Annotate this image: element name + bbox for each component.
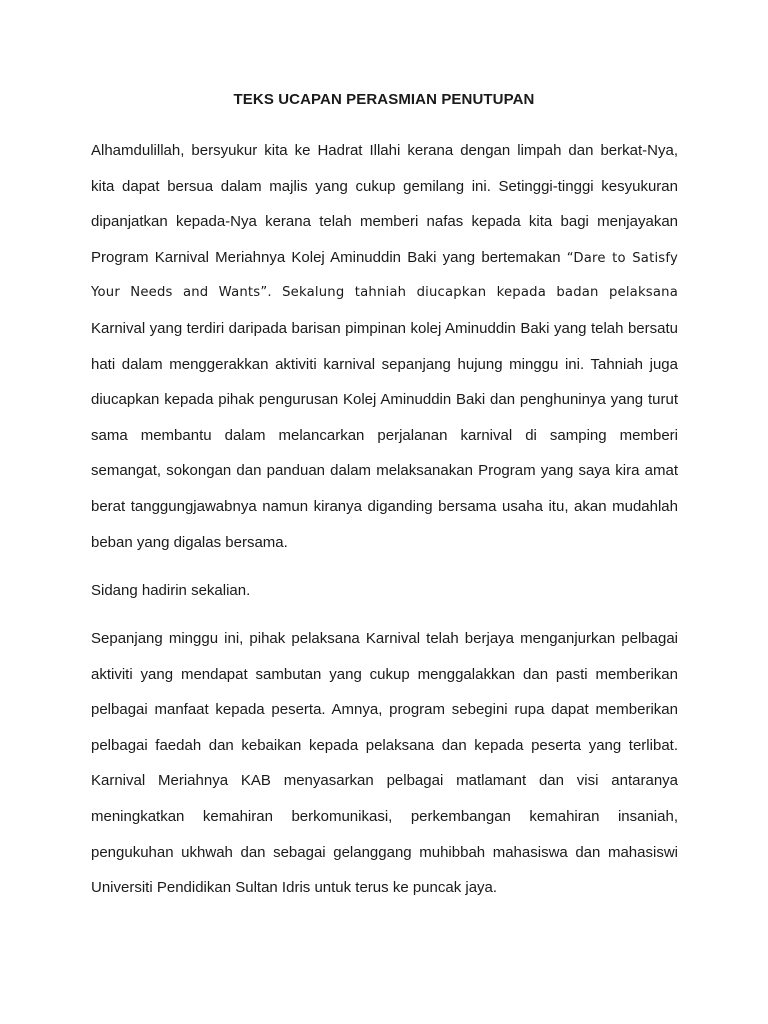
text-line: Alhamdulillah, bersyukur kita ke Hadrat Illahi kerana dengan limpah dan berkat-Nya, xyxy=(91,142,678,159)
text-line: dipanjatkan kepada-Nya kerana telah memberi nafas kepada kita bagi menjayakan xyxy=(91,213,678,231)
text-line: Sepanjang minggu ini, pihak pelaksana Karnival telah berjaya menganjurkan pelbagai xyxy=(91,630,678,647)
text-line: kita dapat bersua dalam majlis yang cukup gemilang ini. Setinggi-tinggi kesyukuran xyxy=(91,177,678,195)
text-line-segment: Program Karnival Meriahnya Kolej Aminuddin Baki yang bertemakan xyxy=(91,248,561,266)
text-line: Universiti Pendidikan Sultan Idris untuk terus ke puncak jaya. xyxy=(91,879,498,897)
text-line: pelbagai manfaat kepada peserta. Amnya, program sebegini rupa dapat memberikan xyxy=(91,701,678,719)
theme-quote-start: “Dare to Satisfy xyxy=(566,250,678,266)
text-line: berat tanggungjawabnya namun kiranya diganding bersama usaha itu, akan mudahlah xyxy=(91,497,678,515)
text-line: aktiviti yang mendapat sambutan yang cukup menggalakkan dan pasti memberikan xyxy=(91,665,678,683)
document-title: TEKS UCAPAN PERASMIAN PENUTUPAN xyxy=(233,91,535,108)
paragraph-greeting xyxy=(91,582,678,600)
text-line-with-quote xyxy=(91,249,678,267)
text-line: sama membantu dalam melancarkan perjalanan karnival di samping memberi xyxy=(91,426,678,444)
text-line: Karnival yang terdiri daripada barisan pimpinan kolej Aminuddin Baki yang telah bersatu xyxy=(91,319,678,337)
text-line: beban yang digalas bersama. xyxy=(91,533,288,551)
text-line: diucapkan kepada pihak pengurusan Kolej Aminuddin Baki dan penghuninya yang turut xyxy=(91,391,678,409)
text-line: pelbagai faedah dan kebaikan kepada pelaksana dan kepada peserta yang terlibat. xyxy=(91,736,678,754)
paragraph-activities xyxy=(91,630,678,897)
text-line: semangat, sokongan dan panduan dalam melaksanakan Program yang saya kira amat xyxy=(91,462,678,480)
text-line: Sidang hadirin sekalian. xyxy=(91,582,251,599)
text-line: meningkatkan kemahiran berkomunikasi, perkembangan kemahiran insaniah, xyxy=(91,807,678,825)
paragraph-opening xyxy=(91,142,678,552)
text-line: Karnival Meriahnya KAB menyasarkan pelbagai matlamant dan visi antaranya xyxy=(91,772,678,790)
text-line: Your Needs and Wants”. Sekalung tahniah diucapkan kepada badan pelaksana xyxy=(91,285,678,301)
text-line: pengukuhan ukhwah dan sebagai gelanggang muhibbah mahasiswa dan mahasiswi xyxy=(91,843,678,861)
text-line: hati dalam menggerakkan aktiviti karnival sepanjang hujung minggu ini. Tahniah juga xyxy=(91,355,678,373)
